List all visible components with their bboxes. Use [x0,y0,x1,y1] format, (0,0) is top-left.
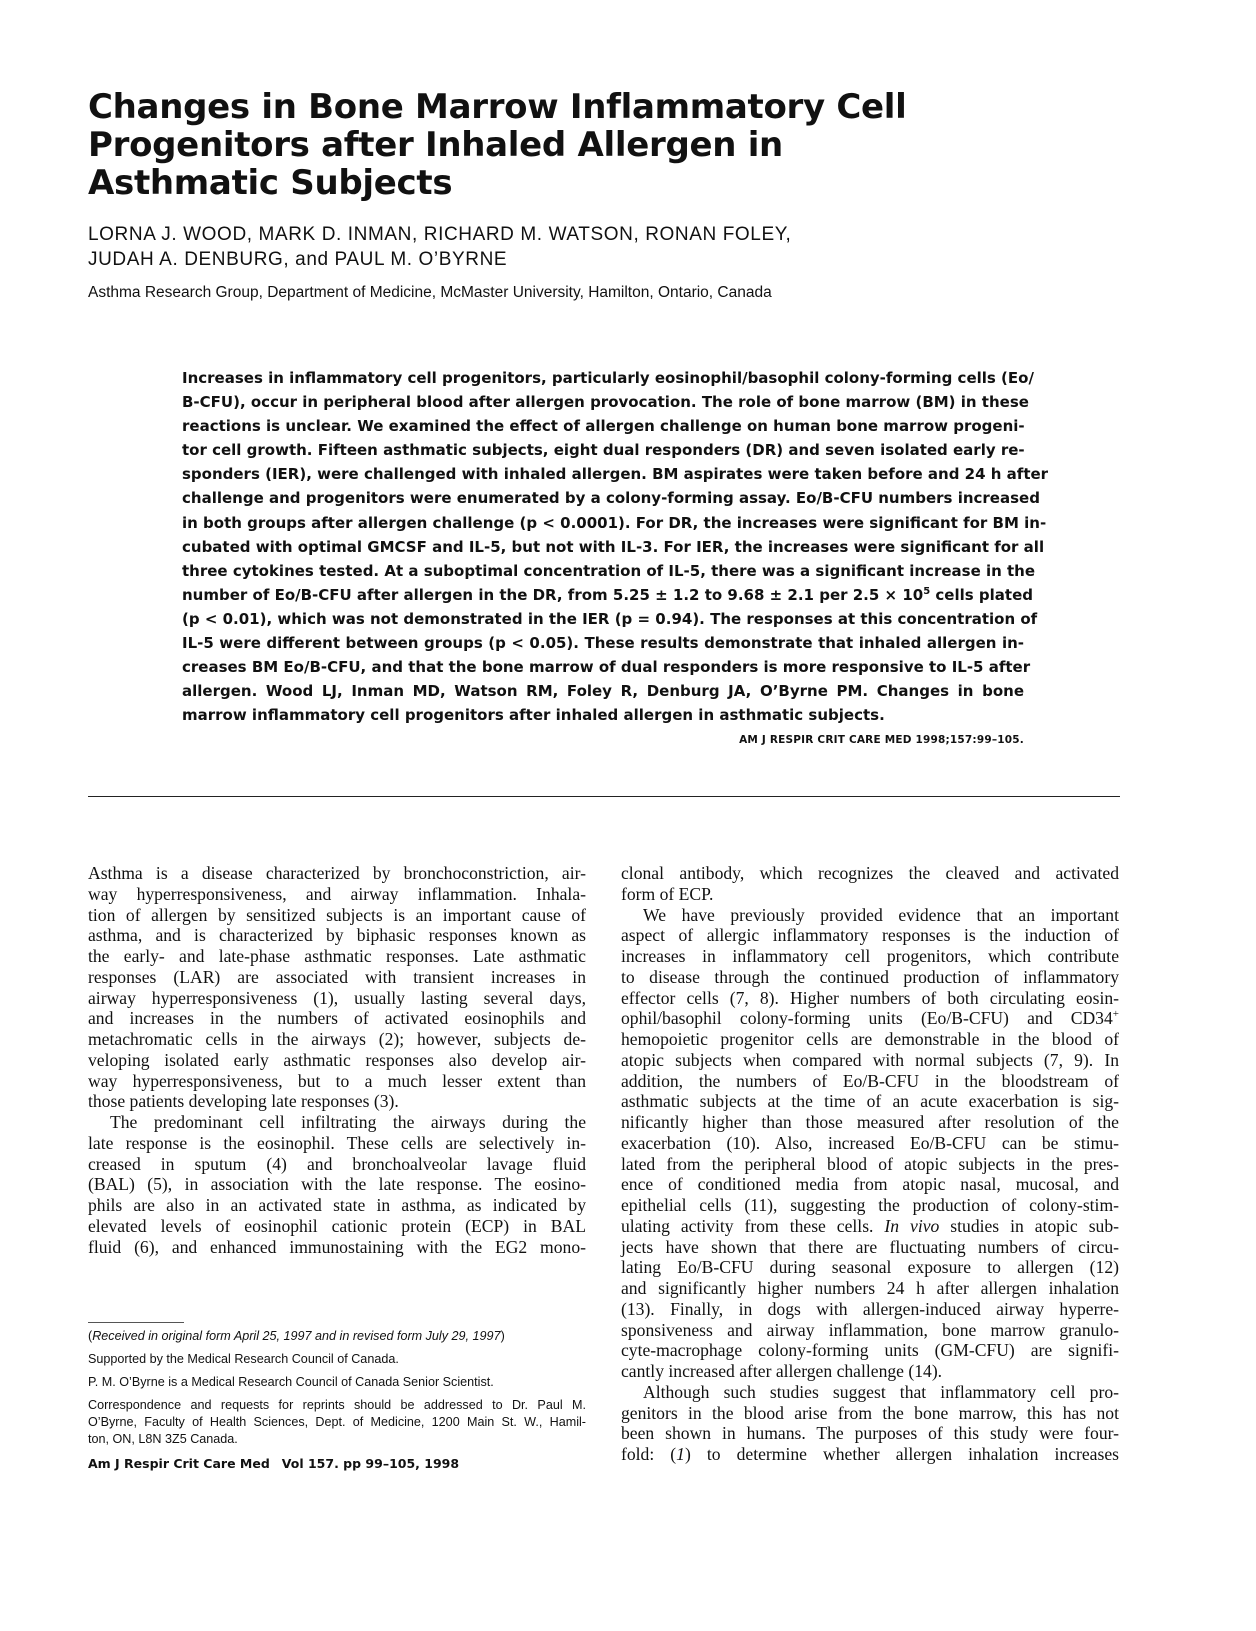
body-line: way hyperresponsiveness, but to a much lesser extent than [88,1070,586,1091]
abstract-line: tor cell growth. Fifteen asthmatic subjects, eight dual responders (DR) and seven isolated early re- [182,441,1025,460]
footnote-divider [88,1322,184,1323]
author-line: JUDAH A. DENBURG, and PAUL M. O’BYRNE [88,249,508,270]
abstract-line: IL-5 were different between groups (p < 0.05). These results demonstrate that inhaled allergen in- [182,634,1024,653]
body-line: way hyperresponsiveness, and airway inflammation. Inhala- [88,883,586,904]
body-line: elevated levels of eosinophil cationic protein (ECP) in BAL [88,1215,586,1236]
abstract-line: Increases in inflammatory cell progenitors, particularly eosinophil/basophil colony-forming cells (Eo/ [182,369,1034,387]
paren: ( [88,1329,93,1343]
abstract-line: B-CFU), occur in peripheral blood after allergen provocation. The role of bone marrow (BM) in these [182,393,1029,412]
citation-line [88,1456,459,1471]
body-line: nificantly higher than those measured after resolution of the [621,1112,1119,1132]
italic-term: In vivo [884,1215,940,1236]
body-line: increases in inflammatory cell progenitors, which contribute [621,946,1119,966]
received-dates: Received in original form April 25, 1997 and in revised form July 29, 1997 [92,1329,501,1343]
body-line: lating Eo/B-CFU during seasonal exposure to allergen (12) [621,1257,1119,1278]
abstract-citation: Wood LJ, Inman MD, Watson RM, Foley R, Denburg JA, O’Byrne PM. Changes in bone [265,682,1024,701]
body-line: asthma, and is characterized by biphasic responses known as [88,925,586,946]
body-line: We have previously provided evidence that an important [643,904,1119,925]
body-line: hemopoietic progenitor cells are demonstrable in the blood of [621,1029,1119,1049]
body-line: (13). Finally, in dogs with allergen-induced airway hyperre- [621,1298,1119,1319]
footnote-scientist: P. M. O’Byrne is a Medical Research Council of Canada Senior Scientist. [88,1375,494,1389]
body-line: The predominant cell infiltrating the airways during the [110,1112,586,1132]
body-line: veloping isolated early asthmatic responses also develop air- [88,1049,586,1070]
body-line: (BAL) (5), in association with the late response. The eosino- [88,1174,586,1195]
body-line: clonal antibody, which recognizes the cleaved and activated [621,863,1119,883]
body-line: and significantly higher numbers 24 h after allergen inhalation [621,1278,1119,1298]
body-line: addition, the numbers of Eo/B-CFU in the bloodstream of [621,1070,1119,1091]
footnote-support: Supported by the Medical Research Council of Canada. [88,1352,399,1366]
citation-volume: Vol 157. pp 99–105, 1998 [281,1456,460,1471]
title-line: Changes in Bone Marrow Inflammatory Cell [88,87,907,127]
body-line: the early- and late-phase asthmatic responses. Late asthmatic [88,946,586,966]
body-line: exacerbation (10). Also, increased Eo/B-CFU can be stimu- [621,1132,1119,1153]
footnote-line: Correspondence and requests for reprints should be addressed to Dr. Paul M. [88,1398,586,1412]
citation-journal: Am J Respir Crit Care Med [88,1456,270,1471]
abstract-text: number of Eo/B-CFU after allergen in the DR, from 5.25 ± 1.2 to 9.68 ± 2.1 per 2.5 × 10 [182,585,924,604]
abstract-line: reactions is unclear. We examined the effect of allergen challenge on human bone marrow progeni- [182,417,1025,436]
abstract-text: allergen. [182,682,266,701]
title-line: Progenitors after Inhaled Allergen in [88,125,783,165]
author-list [88,222,908,272]
article-title [88,88,988,202]
body-line [621,1444,1119,1465]
abstract-line [182,679,1024,703]
body-line: effector cells (7, 8). Higher numbers of both circulating eosin- [621,987,1119,1008]
body-text: ophil/basophil colony-forming units (Eo/B-CFU) and CD34 [621,1008,1113,1029]
body-line: airway hyperresponsiveness (1), usually lasting several days, [88,987,586,1008]
abstract-line [182,703,1024,727]
body-line: atopic subjects when compared with normal subjects (7, 9). In [621,1049,1119,1070]
body-line: genitors in the blood arise from the bone marrow, this has not [621,1402,1119,1423]
body-line: lated from the peripheral blood of atopic subjects in the pres- [621,1153,1119,1174]
abstract-line: three cytokines tested. At a suboptimal concentration of IL-5, there was a significant increase in the [182,561,1036,580]
body-line: metachromatic cells in the airways (2); however, subjects de- [88,1029,586,1049]
body-line: sponsiveness and airway inflammation, bone marrow granulo- [621,1319,1119,1340]
body-column-right [621,863,1119,1465]
body-line: and increases in the numbers of activated eosinophils and [88,1008,586,1029]
abstract-text: cells plated [930,585,1033,604]
section-divider [88,796,1120,797]
body-line: asthmatic subjects at the time of an acute exacerbation is sig- [621,1091,1119,1112]
body-line: late response is the eosinophil. These cells are selectively in- [88,1132,586,1153]
body-line: cyte-macrophage colony-forming units (GM-CFU) are signifi- [621,1340,1119,1361]
body-line [621,1008,1119,1029]
abstract-line: creases BM Eo/B-CFU, and that the bone marrow of dual responders is more responsive to IL-5 after [182,658,1031,677]
superscript: 5 [923,585,931,597]
body-text: ulating activity from these cells. [621,1215,885,1236]
abstract-line: in both groups after allergen challenge (p < 0.0001). For DR, the increases were significant for BM in- [182,513,1047,532]
abstract-line [182,583,1033,607]
body-line: jects have shown that there are fluctuating numbers of circu- [621,1236,1119,1257]
abstract-citation: marrow inflammatory cell progenitors after inhaled allergen in asthmatic subjects. [182,706,885,725]
body-line: been shown in humans. The purposes of this study were four- [621,1423,1119,1444]
abstract-line: sponders (IER), were challenged with inhaled allergen. BM aspirates were taken before and 24 h after [182,465,1049,484]
body-column-left [88,863,586,1257]
footnote-correspondence [88,1397,586,1448]
author-line: LORNA J. WOOD, MARK D. INMAN, RICHARD M. WATSON, RONAN FOLEY, [88,224,792,245]
body-line: cantly increased after allergen challenge (14). [621,1361,943,1381]
abstract-line: (p < 0.01), which was not demonstrated in the IER (p = 0.94). The responses at this concentration of [182,609,1038,628]
body-line: fluid (6), and enhanced immunostaining with the EG2 mono- [88,1236,586,1257]
body-line: tion of allergen by sensitized subjects is an important cause of [88,904,586,925]
body-line: form of ECP. [621,883,714,904]
footnote-line: O’Byrne, Faculty of Health Sciences, Dept. of Medicine, 1200 Main St. W., Hamil- [88,1415,586,1429]
footnote-line: ton, ON, L8N 3Z5 Canada. [88,1432,238,1446]
body-line [621,1216,1119,1237]
footnotes [88,1328,586,1454]
body-text: fold: ( [621,1444,677,1464]
body-line: epithelial cells (11), suggesting the production of colony-stim- [621,1195,1119,1215]
journal-reference: AM J RESPIR CRIT CARE MED 1998;157:99–105. [739,734,1024,746]
body-line: phils are also in an activated state in asthma, as indicated by [88,1195,586,1215]
body-line: ence of conditioned media from atopic nasal, mucosal, and [621,1174,1119,1195]
abstract [182,366,1049,727]
body-text: ) to determine whether allergen inhalation increases [684,1444,1119,1464]
footnote-received [88,1328,586,1345]
body-text: studies in atopic sub- [939,1215,1119,1236]
paren: ) [500,1329,505,1343]
title-line: Asthmatic Subjects [88,163,453,203]
body-line: to disease through the continued production of inflammatory [621,966,1119,987]
body-line: creased in sputum (4) and bronchoalveolar lavage fluid [88,1153,586,1174]
body-line: aspect of allergic inflammatory responses is the induction of [621,925,1119,946]
body-line: responses (LAR) are associated with transient increases in [88,966,586,987]
superscript: + [1112,1008,1119,1021]
body-line: those patients developing late responses (3). [88,1091,399,1112]
affiliation: Asthma Research Group, Department of Medicine, McMaster University, Hamilton, Ontario, Canada [88,284,772,301]
body-line: Asthma is a disease characterized by bronchoconstriction, air- [88,863,586,883]
abstract-line: cubated with optimal GMCSF and IL-5, but not with IL-3. For IER, the increases were significant for all [182,537,1045,556]
abstract-line: challenge and progenitors were enumerated by a colony-forming assay. Eo/B-CFU numbers increased [182,489,1040,508]
body-line: Although such studies suggest that inflammatory cell pro- [643,1381,1119,1402]
italic-number: 1 [676,1444,685,1464]
